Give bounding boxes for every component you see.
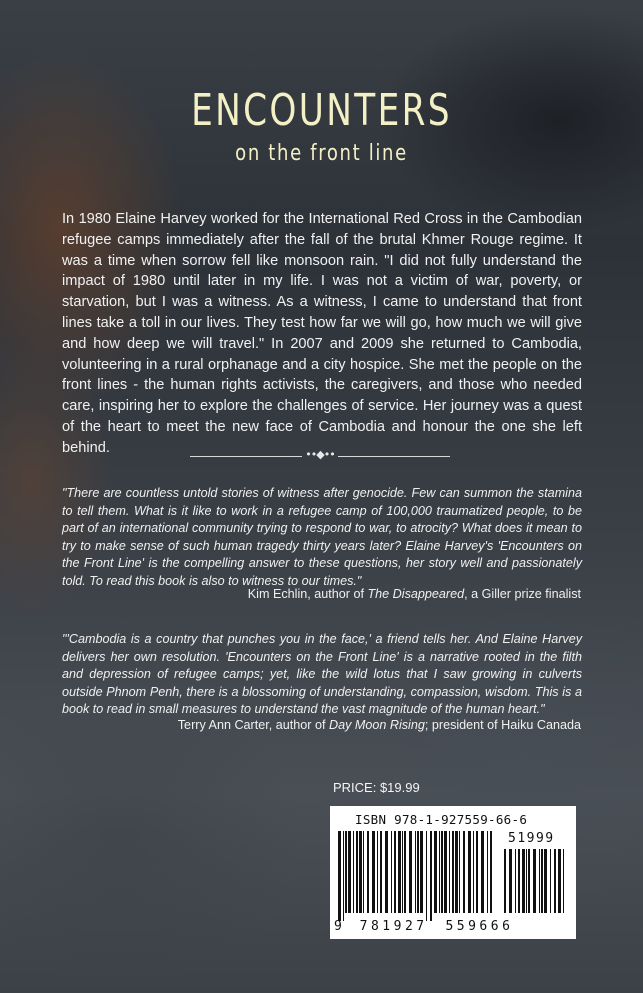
ean-right-group: 559666 [445,919,514,934]
ornamental-divider [190,448,450,462]
isbn-barcode [330,806,576,939]
addon-barcode-bars [504,849,566,921]
review-attribution-2 [178,718,581,732]
attribution-1-author: Kim Echlin, author of [247,587,368,601]
ean-barcode-bars [338,831,495,921]
blurb-text: In 1980 Elaine Harvey worked for the International Red Cross in the Cambodian refugee camps immediately after the fall of the brutal Khmer Rouge regime. It was a time when sorrow fell like monsoon rain. "I did not fully understand the impact of 1980 until later in my life. I was not a victim of war, poverty, or starvation, but I was a witness. As a witness, I came to understand that front lines take a toll in our lives. They test how far we will go, how much we will give and how deep we will travel." In 2007 and 2009 she returned to Cambodia, volunteering in a rural orphanage and a city hospice. She met the people on the front lines - the human rights activists, the caregivers, and those who needed care, inspiring her to explore the challenges of service. Her journey was a quest of the heart to meet the new face of Cambodia and honour the one she left behind. [62,211,582,456]
divider-line-left [190,456,302,457]
attribution-2-author: Terry Ann Carter, author of [177,718,329,732]
attribution-1-work: The Disappeared [367,587,465,601]
review-attribution-1 [248,587,581,601]
ean-left-group: 781927 [359,919,428,934]
price-addon-digits: 51999 [508,831,555,846]
review-quote-2: "'Cambodia is a country that punches you in the face,' a friend tells her. And Elaine Harvey delivers her own resolution. 'Encounters on the Front Line' is a narrative rooted in the filth and depression of refugee camps; yet, like the wild lotus that I saw growing in culverts outside Phnom Penh, there is a blossoming of understanding, compassion, wisdom. This is a book to read in small measures to understand the vast magnitude of the human heart." [62,632,582,717]
attribution-2-work: Day Moon Rising [328,718,425,732]
price-label: PRICE: $19.99 [333,780,420,795]
book-subtitle: on the front line [235,141,408,166]
ean-first-digit: 9 [334,919,342,934]
ean-digits [334,919,513,934]
isbn-number: ISBN 978-1-927559-66-6 [355,812,528,827]
divider-ornament: ••◆•• [305,448,335,461]
attribution-2-note: ; president of Haiku Canada [424,718,581,732]
attribution-1-note: , a Giller prize finalist [464,587,581,601]
review-quote-1: "There are countless untold stories of witness after genocide. Few can summon the stamina to tell them. What is it like to work in a refugee camp of 100,000 traumatized people, to be part of an international community trying to respond to war, to atrocity? What does it mean to try to make sense of such human tragedy thirty years later? Elaine Harvey's 'Encounters on the Front Line' is the compelling answer to these questions, her story well and passionately told. To read this book is also to witness to our times." [62,486,582,588]
book-title: ENCOUNTERS [191,85,452,136]
divider-line-right [338,456,450,457]
